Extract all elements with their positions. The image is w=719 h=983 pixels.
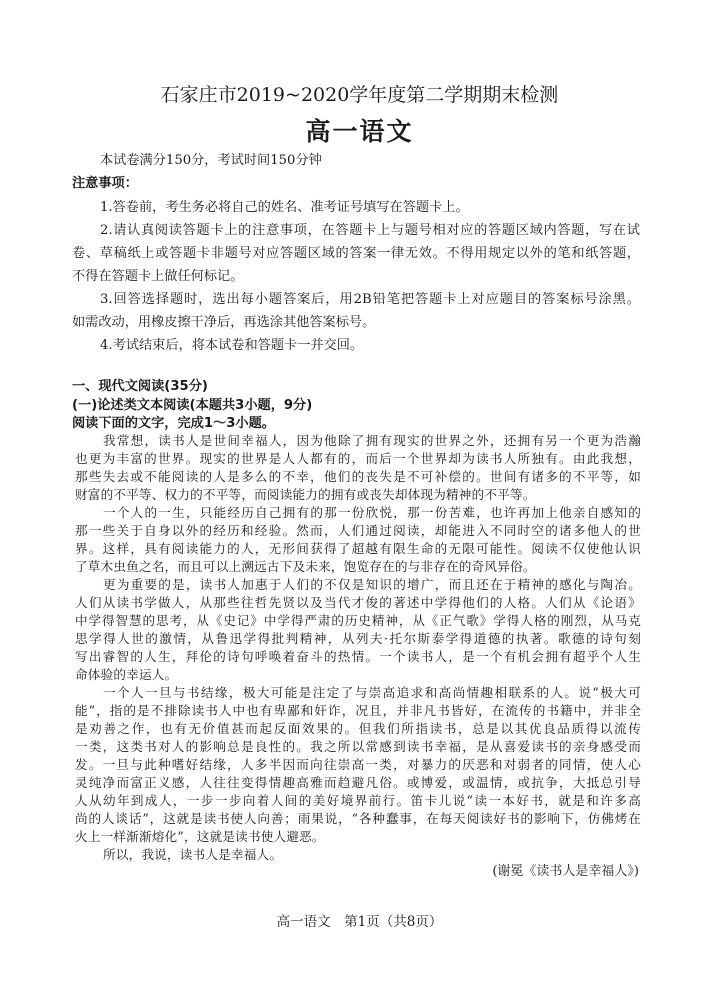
section-heading: 一、现代文阅读(35分) xyxy=(72,379,208,394)
passage-line: 所以，我说，读书人是幸福人。 xyxy=(103,847,283,862)
passage-line: 思学得人世的激情，从鲁迅学得批判精神，从列夫·托尔斯泰学得道德的执著。歌德的诗句刻 xyxy=(75,631,641,646)
passage-line: 也更为丰富的世界。现实的世界是人人都有的，而后一个世界却为读书人所独有。由此我想， xyxy=(75,451,641,466)
passage-line: 写出睿智的人生，拜伦的诗句呼唤着奋斗的热情。一个读书人，是一个有机会拥有超乎个人生 xyxy=(75,649,641,664)
notice-line: 1.答卷前，考生务必将自己的姓名、准考证号填写在答题卡上。 xyxy=(100,200,469,215)
passage-line: 人从幼年到成人，一步一步向着人间的美好境界前行。笛卡儿说“读一本好书，就是和许多高 xyxy=(75,793,641,808)
passage-line: 人们从读书学做人，从那些往哲先贤以及当代才俊的著述中学得他们的人格。人们从《论语》 xyxy=(75,595,641,610)
notice-line: 如需改动，用橡皮擦干净后，再选涂其他答案标号。 xyxy=(72,315,376,330)
passage-source: (谢冕《读书人是幸福人》) xyxy=(492,864,639,879)
passage-line: 一个人一旦与书结缘，极大可能是注定了与崇高追求和高尚情趣相联系的人。说“极大可 xyxy=(103,685,641,700)
subject-title: 高一语文 xyxy=(305,117,414,146)
passage-line: 命体验的幸运人。 xyxy=(75,667,178,682)
exam-info: 本试卷满分150分，考试时间150分钟 xyxy=(100,153,322,168)
notice-line: 2.请认真阅读答题卡上的注意事项，在答题卡上与题号相对应的答题区域内答题，写在试 xyxy=(100,223,640,238)
passage-line: 我常想，读书人是世间幸福人，因为他除了拥有现实的世界之外，还拥有另一个更为浩瀚 xyxy=(103,433,641,448)
passage-line: 财富的不平等、权力的不平等，而阅读能力的拥有或丧失却体现为精神的不平等。 xyxy=(75,487,536,502)
passage-line: 火上一样渐渐熔化”，这就是读书使人避恶。 xyxy=(75,829,325,844)
passage-line: 灵纯净而富正义感，人往往变得情趣高雅而趋避凡俗。或博爱，或温情，或抗争，大抵总引导 xyxy=(75,775,641,790)
passage-line: 那一些关于自身以外的经历和经验。然而，人们通过阅读，却能进入不同时空的诸多他人的世 xyxy=(75,523,641,538)
passage-line: 是劝善之作，也有无价值甚而起反面效果的。但我们所指读书，总是以其优良品质得以流传 xyxy=(75,721,641,736)
exam-title: 石家庄市2019~2020学年度第二学期期末检测 xyxy=(160,84,559,106)
passage-line: 发。一旦与此种嗜好结缘，人多半因而向往崇高一类，对暴力的厌恶和对弱者的同情，使人心 xyxy=(75,757,641,772)
passage-line: 能”，指的是不排除读书人中也有卑鄙和奸诈，况且，并非凡书皆好，在流传的书籍中，并非全 xyxy=(75,703,641,718)
notice-line: 3.回答选择题时，选出每小题答案后，用2B铅笔把答题卡上对应题目的答案标号涂黑。 xyxy=(100,292,640,307)
passage-line: 一个人的一生，只能经历自己拥有的那一份欣悦，那一份苦难，也许再加上他亲自感知的 xyxy=(103,505,641,520)
passage-line: 了草木虫鱼之名，而且可以上溯远古下及未来，饱览存在的与非存在的奇风异俗。 xyxy=(75,559,536,574)
passage-line: 界。这样，具有阅读能力的人，无形间获得了超越有限生命的无限可能性。阅读不仅使他认识 xyxy=(75,541,641,556)
notice-line: 卷、草稿纸上或答题卡非题号对应答题区域的答案一律无效。不得用规定以外的笔和纸答题， xyxy=(72,246,640,261)
passage-line: 更为重要的是，读书人加惠于人们的不仅是知识的增广，而且还在于精神的感化与陶冶。 xyxy=(103,577,641,592)
reading-instruction: 阅读下面的文字，完成1～3小题。 xyxy=(72,416,275,431)
notice-heading: 注意事项： xyxy=(72,176,138,191)
passage-line: 那些失去或不能阅读的人是多么的不幸，他们的丧失是不可补偿的。世间有诸多的不平等，如 xyxy=(75,469,641,484)
notice-line: 不得在答题卡上做任何标记。 xyxy=(72,269,244,284)
page-footer: 高一语文 第1页（共8页） xyxy=(276,914,443,930)
passage-line: 尚的人谈话”，这就是读书使人向善；雨果说，“各种蠢事，在每天阅读好书的影响下，仿佛烤在 xyxy=(75,811,641,826)
subsection-heading: (一)论述类文本阅读(本题共3小题，9分) xyxy=(72,398,313,413)
passage-line: 中学得智慧的思考，从《史记》中学得严肃的历史精神，从《正气歌》学得人格的刚烈，从马克 xyxy=(75,613,641,628)
passage-line: 一类，这类书对人的影响总是良性的。我之所以常感到读书幸福，是从喜爱读书的亲身感受而 xyxy=(75,739,641,754)
notice-line: 4.考试结束后，将本试卷和答题卡一并交回。 xyxy=(100,338,364,353)
